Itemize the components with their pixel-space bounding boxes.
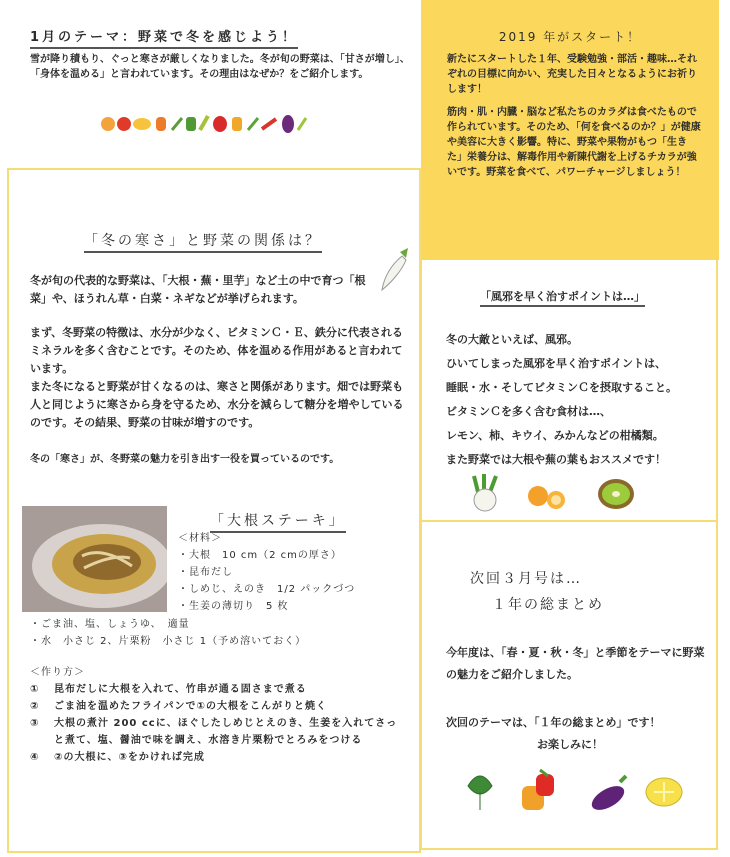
ingredient-2: ・昆布だし — [178, 567, 233, 578]
cold-title-wrap — [480, 288, 645, 304]
cold-title: 「風邪を早く治すポイントは…」 — [480, 290, 645, 307]
next-vegetables-icon — [458, 766, 688, 816]
winter-paragraph-2: まず、冬野菜の特徴は、水分が少なく、ビタミンＣ・Ｅ、鉄分に代表されるミネラルを多く含むことです。そのため、体を温める作用があると言われています。 — [30, 326, 403, 375]
method-step — [30, 681, 400, 698]
recipe-extra-ingredients — [30, 616, 306, 650]
recipe-method — [30, 664, 400, 766]
ingredient-1: ・大根 10 cm（2 cmの厚さ） — [178, 550, 342, 561]
theme-title: 1月のテーマ：野菜で冬を感じよう！ — [30, 30, 298, 49]
method-step — [30, 749, 400, 766]
step-text: 昆布だしに大根を入れて、竹串が通る固さまで煮る — [54, 684, 307, 695]
next-paragraph-3: お楽しみに！ — [537, 738, 603, 751]
daikon-steak-photo — [22, 506, 167, 612]
cold-line: 睡眠・水・そしてビタミンＣを摂取すること。 — [446, 381, 677, 394]
winter-paragraph-4: 冬の「寒さ」が、冬野菜の魅力を引き出す一役を買っているのです。 — [30, 454, 340, 465]
cold-line: ひいてしまった風邪を早く治すポイントは、 — [446, 357, 666, 370]
start-title: 2019 年がスタート！ — [498, 30, 642, 44]
theme-title-wrap — [30, 26, 298, 45]
recipe-photo — [22, 506, 167, 612]
step-text: ②の大根に、③をかければ完成 — [54, 752, 205, 763]
ingredient-4: ・生姜の薄切り 5 枚 — [178, 601, 289, 612]
cold-line: レモン、柿、キウイ、みかんなどの柑橘類。 — [446, 429, 664, 442]
daikon-icon — [380, 248, 412, 292]
method-heading: ＜作り方＞ — [30, 667, 85, 678]
method-step — [30, 715, 400, 749]
next-title-line-2: １年の総まとめ — [492, 597, 604, 613]
vegetable-row — [100, 112, 310, 138]
next-paragraph-1: 今年度は、「春・夏・秋・冬」と季節をテーマに野菜の魅力をご紹介しました。 — [446, 646, 705, 681]
step-number: ④ — [30, 752, 40, 763]
winter-paragraph-1: 冬が旬の代表的な野菜は、「大根・蕪・里芋」など土の中で育つ「根菜」や、ほうれん草・白菜・ネギなどが挙げられます。 — [30, 274, 366, 305]
cold-line: また野菜では大根や蕪の葉もおススメです！ — [446, 453, 666, 466]
next-title — [470, 566, 604, 618]
recipe-title-wrap — [210, 510, 346, 530]
recipe-title: 「大根ステーキ」 — [210, 513, 346, 533]
cold-lines — [446, 328, 711, 472]
step-number: ③ — [30, 718, 40, 729]
cold-line: ビタミンＣを多く含む食材は…、 — [446, 405, 611, 418]
winter-paragraph-3: また冬になると野菜が甘くなるのは、寒さと関係があります。畑では野菜も人と同じように寒さから身を守るため、水分を減らして糖分を増やしているのです。その結果、野菜の甘味が増すのです。 — [30, 380, 404, 429]
ingredient-5: ・ごま油、塩、しょうゆ、 適量 — [30, 619, 190, 630]
cold-line: 冬の大敵といえば、風邪。 — [446, 333, 578, 346]
start-paragraph-1: 新たにスタートした１年、受験勉強・部活・趣味…それぞれの目標に向かい、充実した日々となるようにお祈りします！ — [447, 54, 697, 95]
next-title-line-1: 次回３月号は… — [470, 571, 582, 587]
winter-title: 「冬の寒さ」と野菜の関係は？ — [84, 233, 322, 253]
start-paragraph-2: 筋肉・肌・内臓・脳など私たちのカラダは食べたもので作られています。そのため、「何を食べるのか？」が健康や美容に大きく影響。特に、野菜や果物がもつ「生きた」栄養分は、解毒作用や新陳代謝を上げるチカラが強いです。野菜を食べて、パワーチャージしましょう！ — [447, 107, 701, 178]
ingredient-6: ・水 小さじ 2、片栗粉 小さじ 1（予め溶いておく） — [30, 636, 307, 647]
step-text: 大根の煮汁 200 ccに、ほぐしたしめじとえのき、生姜を入れてさっと煮て、塩、醤油で味を調え、水溶き片栗粉でとろみをつける — [54, 718, 398, 746]
vegetables-icon — [100, 112, 310, 134]
ingredient-3: ・しめじ、えのき 1/2 パックづつ — [178, 584, 356, 595]
theme-body: 雪が降り積もり、ぐっと寒さが厳しくなりました。冬が旬の野菜は、「甘さが増し」、「身体を温める」と言われています。その理由はなぜか？をご紹介します。 — [30, 54, 410, 80]
cold-foods-icon — [466, 472, 642, 512]
step-number: ② — [30, 701, 40, 712]
next-paragraph-2: 次回のテーマは、「１年の総まとめ」です！ — [446, 716, 661, 729]
recipe-materials — [178, 530, 355, 615]
step-number: ① — [30, 684, 40, 695]
step-text: ごま油を温めたフライパンで①の大根をこんがりと焼く — [54, 701, 327, 712]
method-step — [30, 698, 400, 715]
winter-title-wrap — [84, 230, 322, 250]
materials-heading: ＜材料＞ — [178, 533, 222, 544]
